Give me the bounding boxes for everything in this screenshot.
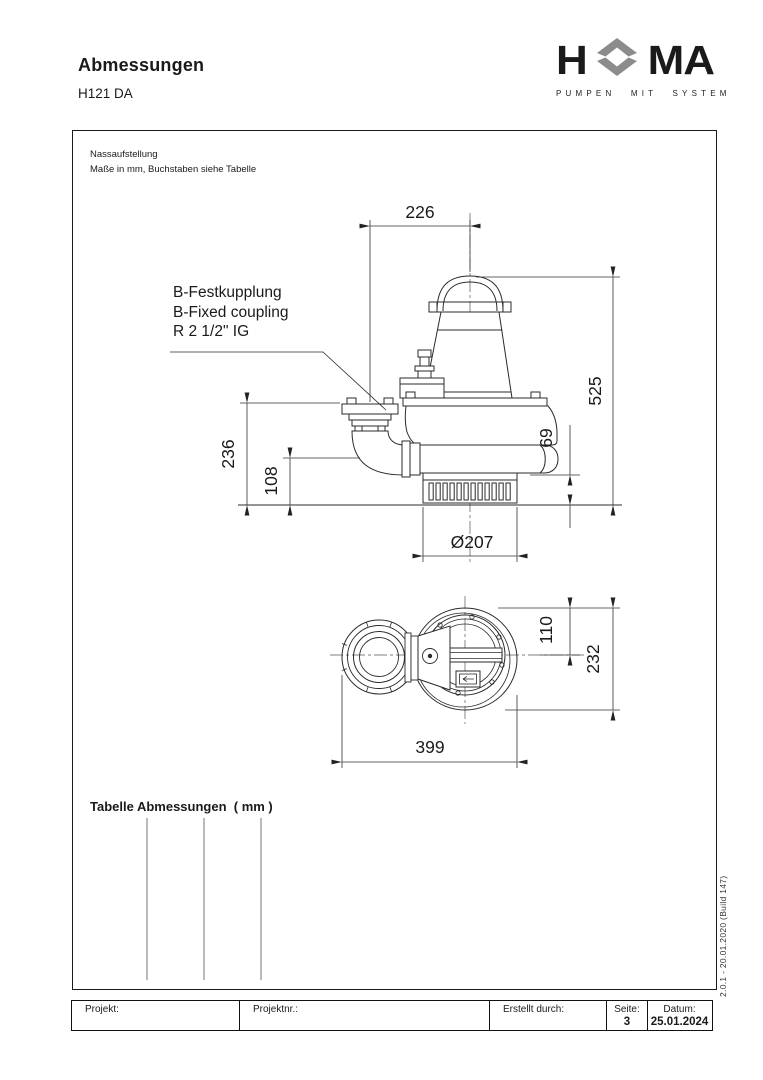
project-number-cell [240, 1001, 490, 1030]
dim-207-label: Ø207 [450, 532, 494, 552]
logo-letter-ma: MA [647, 38, 714, 84]
project-label: Projekt: [85, 1004, 119, 1015]
dim-525-label: 525 [585, 376, 605, 406]
dim-232-label: 232 [583, 644, 603, 674]
dim-110-label: 110 [536, 616, 556, 644]
created-by-cell [490, 1001, 607, 1030]
date-label: Datum: [663, 1004, 696, 1015]
installation-note: Nassaufstellung [90, 149, 158, 160]
dim-69-label: 69 [536, 428, 556, 448]
dim-399-label: 399 [415, 737, 445, 757]
dim-108-label: 108 [261, 466, 281, 496]
coupling-callout-line3: R 2 1/2" IG [173, 323, 250, 340]
version-note: 2.0.1 - 20.01.2020 (Build 147) [718, 875, 728, 997]
dimension-table-rules [147, 818, 261, 980]
logo-tagline: PUMPEN MIT SYSTEM [556, 89, 731, 98]
page-title: Abmessungen [78, 55, 205, 75]
dim-236-label: 236 [218, 439, 238, 469]
page-cell [607, 1001, 648, 1030]
created-by-label: Erstellt durch: [503, 1004, 565, 1015]
top-view [330, 596, 584, 724]
side-view [170, 213, 622, 563]
page-label: Seite: [614, 1004, 640, 1015]
project-cell [72, 1001, 240, 1030]
coupling-callout-line1: B-Festkupplung [173, 284, 282, 301]
title-block [71, 1000, 713, 1031]
dim-226-label: 226 [405, 202, 435, 222]
units-note: Maße in mm, Buchstaben siehe Tabelle [90, 164, 257, 175]
dimension-table-heading: Tabelle Abmessungen ( mm ) [90, 799, 273, 814]
logo-letter-h: H [556, 38, 587, 84]
project-number-label: Projektnr.: [253, 1004, 299, 1015]
date-value: 25.01.2024 [650, 1016, 709, 1028]
model-number: H121 DA [78, 86, 133, 101]
page-value: 3 [623, 1016, 631, 1028]
coupling-callout-line2: B-Fixed coupling [173, 303, 289, 321]
date-cell [648, 1001, 711, 1030]
